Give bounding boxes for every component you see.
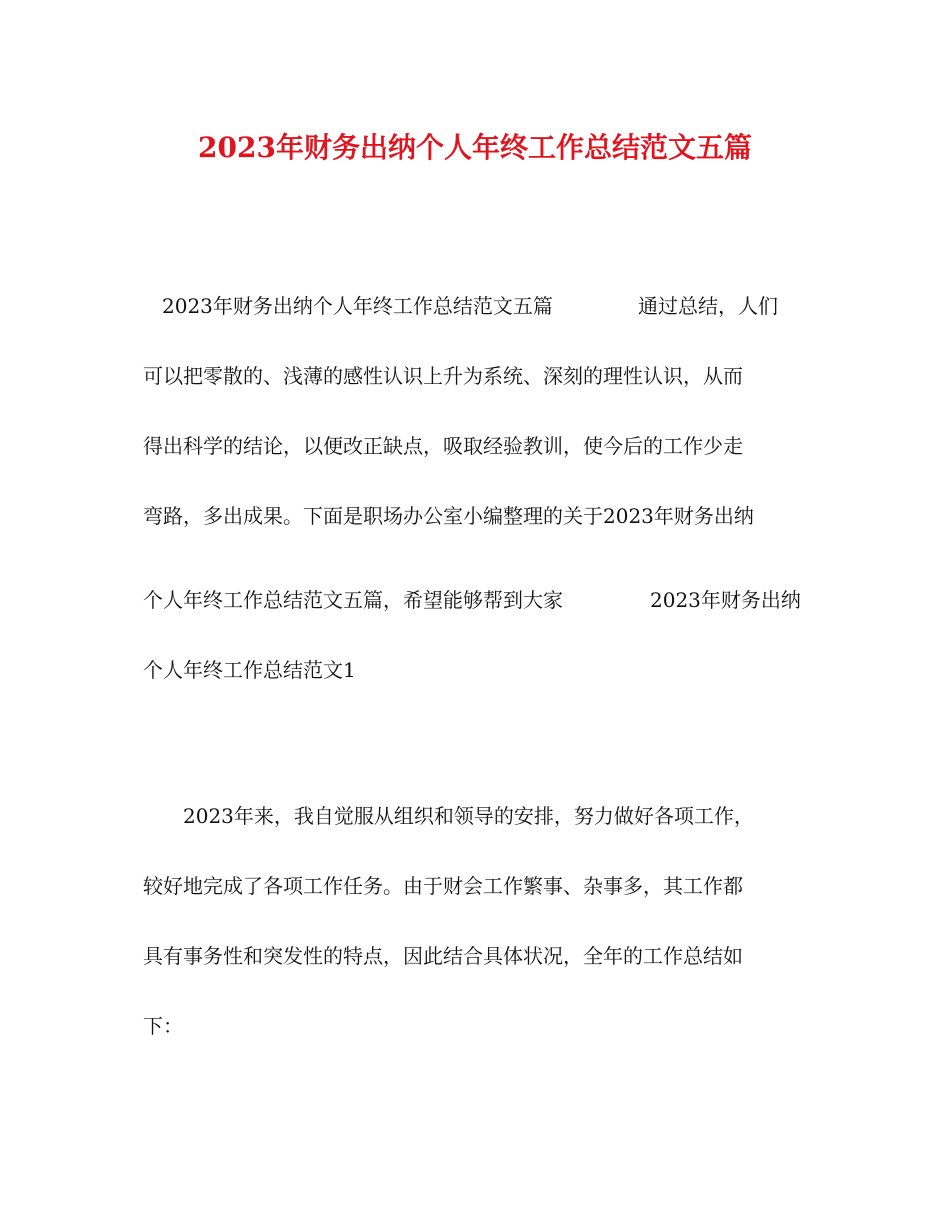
document-title: 2023年财务出纳个人年终工作总结范文五篇: [198, 131, 752, 164]
intro-line-6: 个人年终工作总结范文1: [143, 658, 356, 682]
intro-line-5-left: 个人年终工作总结范文五篇，希望能够帮到大家: [143, 588, 563, 612]
intro-line-2: 可以把零散的、浅薄的感性认识上升为系统、深刻的理性认识，从而: [143, 364, 743, 388]
body-line-3: 具有事务性和突发性的特点，因此结合具体状况，全年的工作总结如: [143, 944, 743, 968]
body-line-2: 较好地完成了各项工作任务。由于财会工作繁事、杂事多，其工作都: [143, 874, 743, 898]
body-line-4: 下：: [143, 1014, 183, 1038]
intro-line-1-right: 通过总结，人们: [638, 294, 778, 318]
intro-line-4: 弯路，多出成果。下面是职场办公室小编整理的关于2023年财务出纳: [143, 504, 754, 528]
intro-line-5-right: 2023年财务出纳: [650, 588, 801, 612]
body-line-1: 2023年来，我自觉服从组织和领导的安排，努力做好各项工作，: [183, 804, 754, 828]
intro-line-3: 得出科学的结论，以便改正缺点，吸取经验教训，使今后的工作少走: [143, 434, 743, 458]
intro-line-1-left: 2023年财务出纳个人年终工作总结范文五篇: [162, 294, 553, 318]
